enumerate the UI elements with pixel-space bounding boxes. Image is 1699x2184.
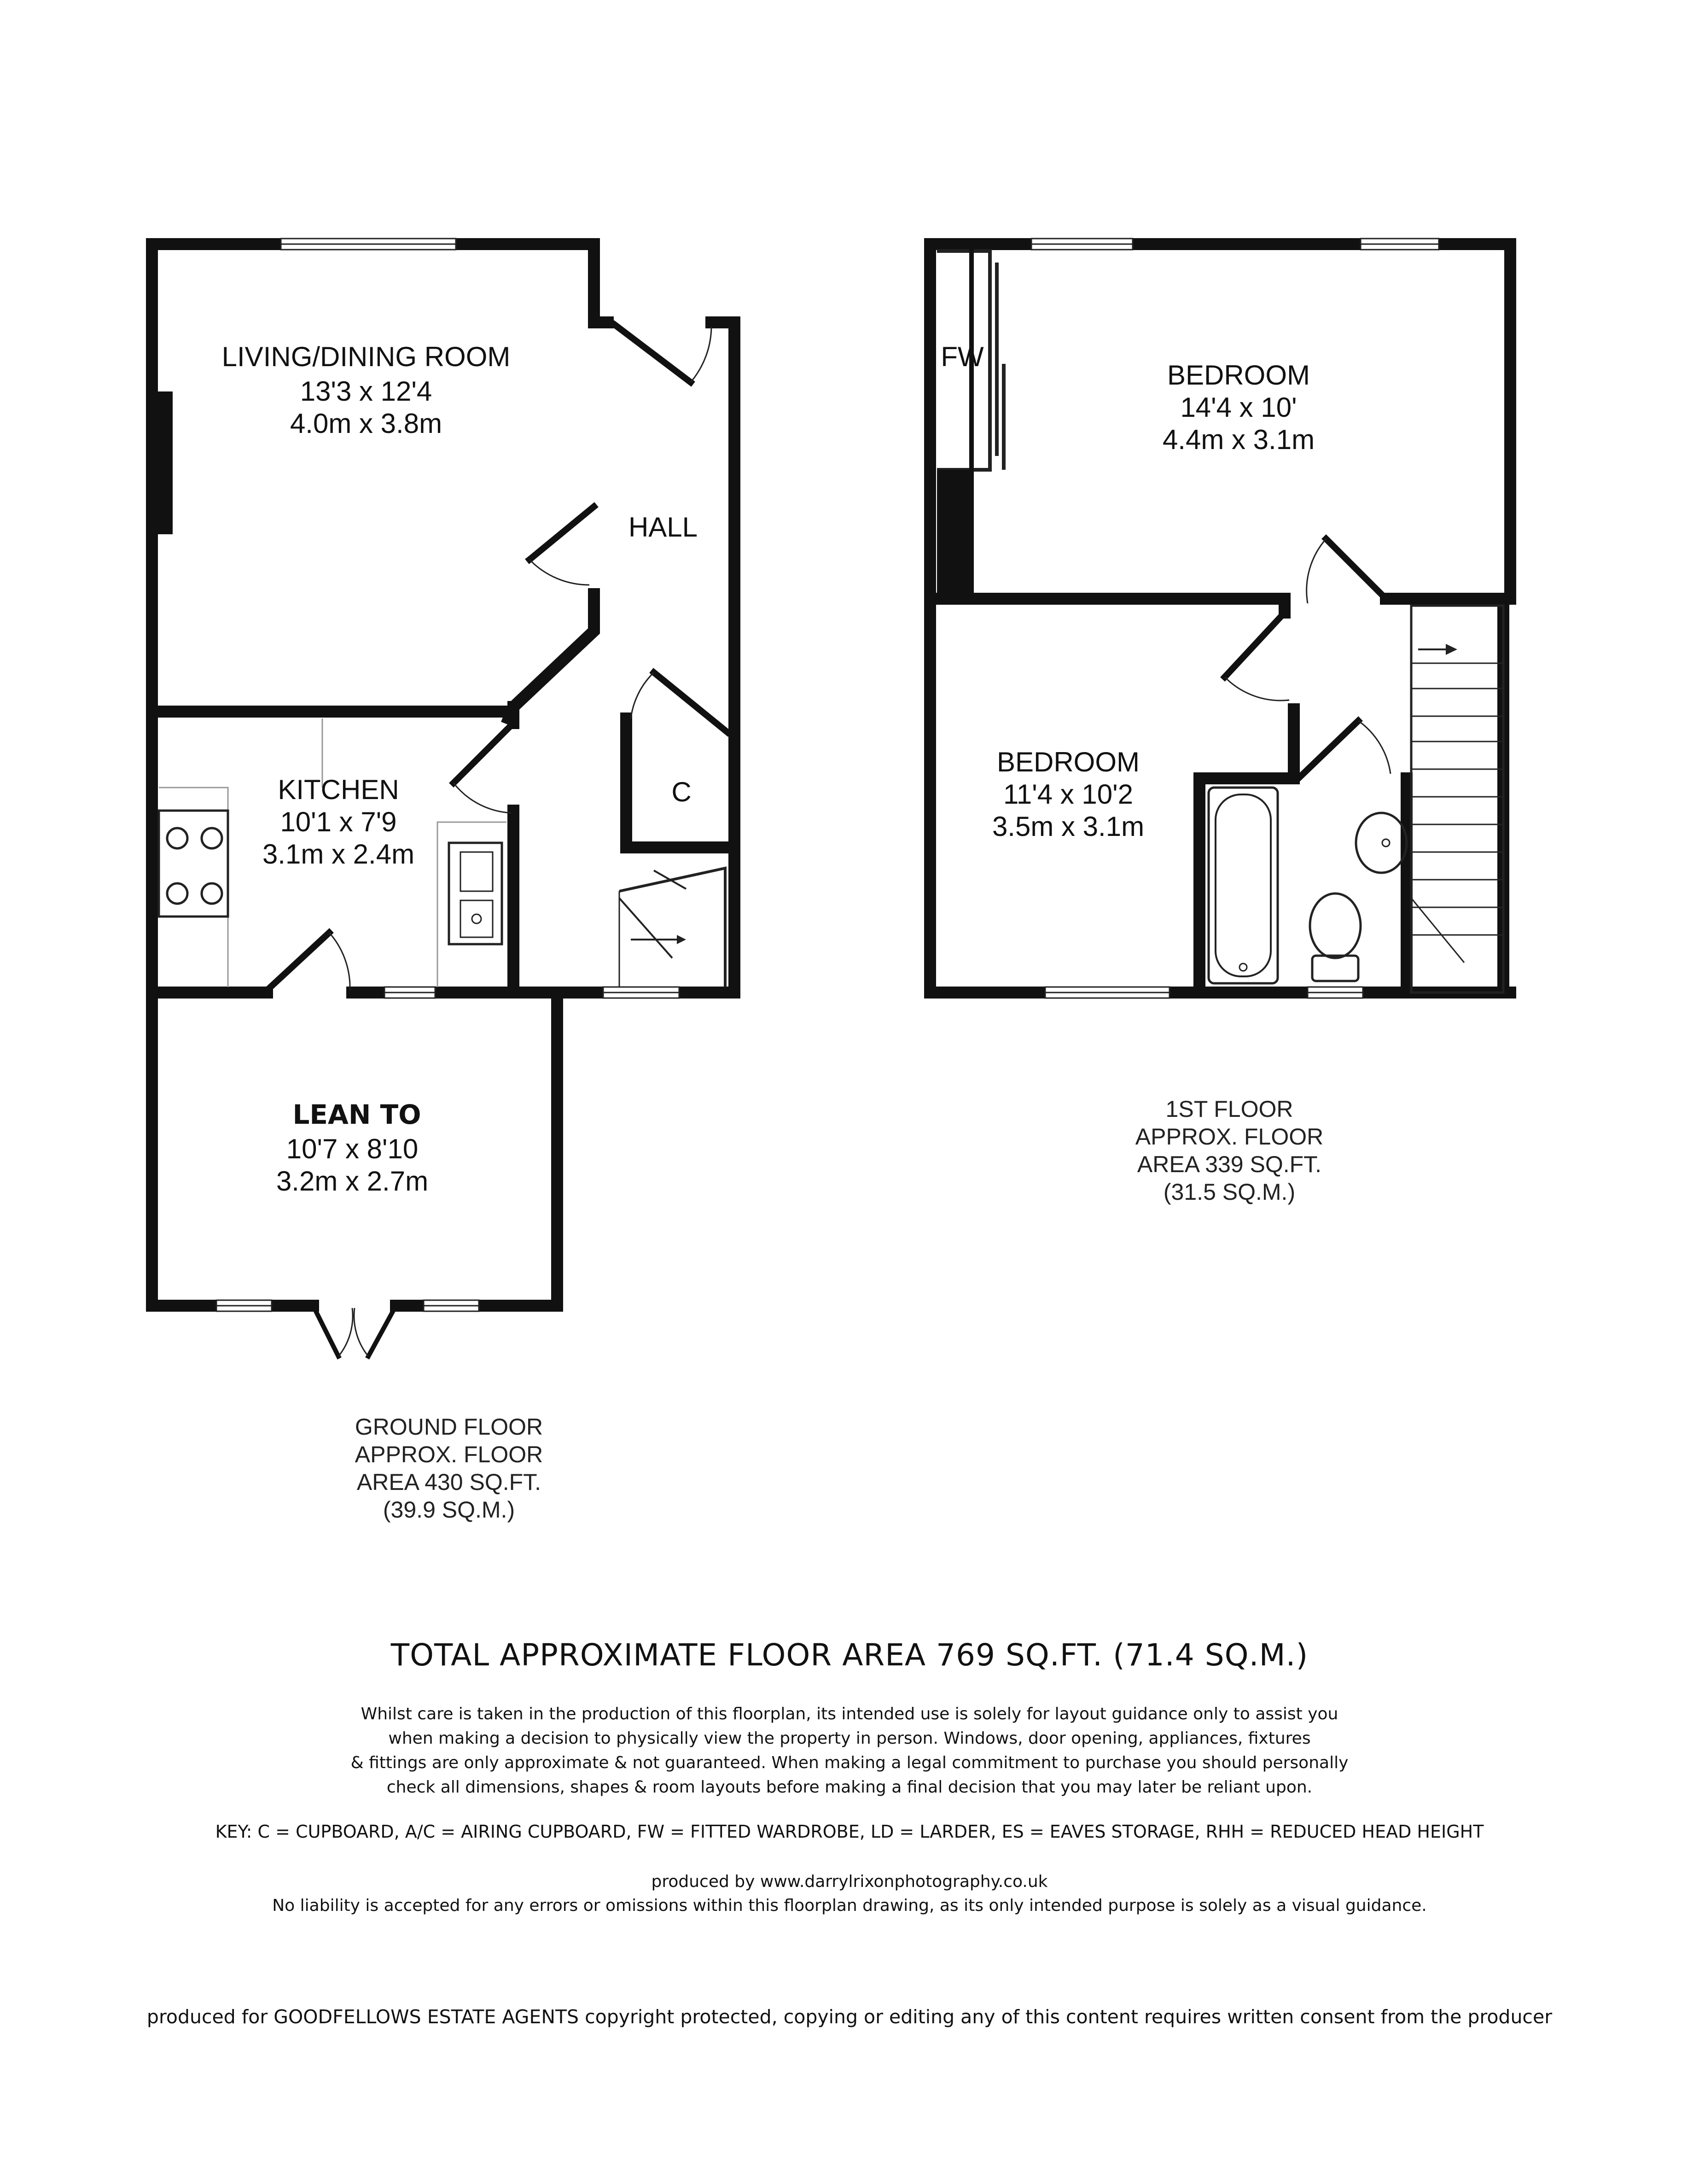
bath-icon: [1209, 788, 1278, 983]
bedroom1-metric: 4.4m x 3.1m: [1162, 424, 1315, 455]
bedroom2-label: [992, 747, 1144, 842]
first-floor-windows: [1031, 239, 1439, 998]
lean-to-metric: 3.2m x 2.7m: [276, 1166, 429, 1197]
bedroom2-metric: 3.5m x 3.1m: [992, 811, 1145, 842]
first-floor-area-label: [1135, 1096, 1323, 1205]
living-room-imperial: 13'3 x 12'4: [300, 376, 432, 407]
living-room-label: [222, 341, 511, 439]
lean-to-imperial: 10'7 x 8'10: [286, 1133, 419, 1164]
disclaimer-line: when making a decision to physically view the property in person. Windows, door opening, appliances, fixtures: [388, 1729, 1311, 1748]
bathroom-fittings: [1209, 788, 1407, 983]
producer-website: produced by www.darrylrixonphotography.co.uk: [651, 1872, 1048, 1891]
disclaimer-line: Whilst care is taken in the production of this floorplan, its intended use is solely for layout guidance only to assist you: [361, 1705, 1338, 1723]
bedroom1-label: [1163, 360, 1315, 455]
kitchen-name: KITCHEN: [278, 774, 399, 805]
liability-notice: No liability is accepted for any errors or omissions within this floorplan drawing, as its only intended purpose is solely as a visual guidance.: [272, 1896, 1427, 1915]
first-floor-line3: AREA 339 SQ.FT.: [1137, 1151, 1322, 1177]
living-room-name: LIVING/DINING ROOM: [221, 341, 511, 372]
first-floor-plan: [930, 239, 1510, 1205]
ground-floor-plan: [152, 239, 734, 1523]
wardrobe-label: FW: [941, 341, 984, 372]
first-floor-doors: [1225, 539, 1391, 778]
lean-to-label: [276, 1099, 428, 1197]
bedroom1-name: BEDROOM: [1167, 360, 1310, 391]
ground-floor-line3: AREA 430 SQ.FT.: [356, 1469, 541, 1495]
disclaimer: [0, 1702, 1699, 1799]
producer-credit: [0, 1870, 1699, 1918]
hall-label: HALL: [628, 512, 698, 543]
sink-icon: [449, 843, 502, 944]
abbreviation-key: KEY: C = CUPBOARD, A/C = AIRING CUPBOARD, FW = FITTED WARDROBE, LD = LARDER, ES = EAVES STORAGE, RHH = REDUCED HEAD HEIGHT: [215, 1822, 1484, 1842]
first-floor-line1: 1ST FLOOR: [1165, 1096, 1293, 1122]
first-floor-line4: (31.5 SQ.M.): [1163, 1179, 1296, 1205]
toilet-icon: [1310, 893, 1361, 958]
kitchen-imperial: 10'1 x 7'9: [280, 806, 397, 837]
first-floor-stairs: [1411, 606, 1503, 993]
ground-floor-stairs: [619, 868, 725, 987]
ground-floor-walls: [152, 244, 734, 1306]
cupboard-label: C: [671, 777, 692, 807]
lean-to-name: LEAN TO: [292, 1099, 421, 1130]
bedroom1-imperial: 14'4 x 10': [1180, 392, 1297, 423]
total-floor-area: TOTAL APPROXIMATE FLOOR AREA 769 SQ.FT. (71.4 SQ.M.): [390, 1637, 1309, 1673]
ground-floor-line2: APPROX. FLOOR: [355, 1442, 543, 1467]
ground-floor-line4: (39.9 SQ.M.): [383, 1497, 515, 1523]
bedroom2-imperial: 11'4 x 10'2: [1003, 779, 1134, 810]
ground-floor-area-label: [355, 1414, 543, 1523]
basin-icon: [1356, 813, 1407, 873]
living-room-metric: 4.0m x 3.8m: [290, 408, 442, 439]
copyright-notice: produced for GOODFELLOWS ESTATE AGENTS copyright protected, copying or editing any of this content requires written consent from the producer: [146, 2006, 1553, 2028]
kitchen-metric: 3.1m x 2.4m: [262, 839, 415, 870]
disclaimer-line: & fittings are only approximate & not guaranteed. When making a legal commitment to purchase you should personally: [350, 1753, 1349, 1772]
first-floor-line2: APPROX. FLOOR: [1135, 1124, 1324, 1150]
kitchen-label: [262, 774, 414, 870]
disclaimer-line: check all dimensions, shapes & room layouts before making a final decision that you may later be reliant upon.: [386, 1778, 1313, 1797]
bedroom2-name: BEDROOM: [996, 747, 1140, 777]
ground-floor-line1: GROUND FLOOR: [355, 1414, 543, 1440]
